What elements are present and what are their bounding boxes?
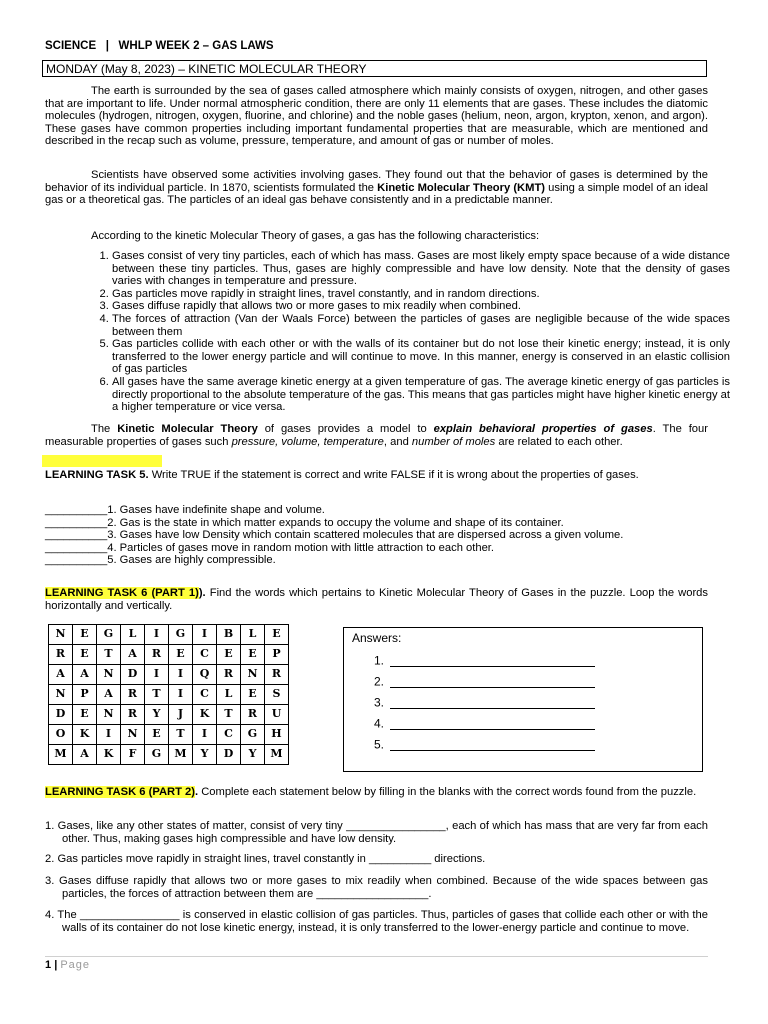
summary-text: of gases provides a model to xyxy=(257,423,434,435)
puzzle-cell[interactable]: E xyxy=(73,645,97,665)
task5-label: LEARNING TASK 5. xyxy=(45,469,149,481)
intro-paragraph-1: The earth is surrounded by the sea of gases called atmosphere which mainly consists of oxygen, nitrogen, and other gases that are important to life. Under normal atmospheric condition, there are only 11 elements that are gases. These includes the diatomic molecules (hydrogen, nitrogen, oxygen, fluorine, and chlorine) and the noble gases (helium, neon, argon, krypton, xenon, and argon). These gases have common properties including important fundamental properties that are measurable, which are mentioned and described in the recap such as volume, pressure, temperature, and amount of gas or number of moles. xyxy=(45,85,708,148)
fill-in-question[interactable]: 1. Gases, like any other states of matter, consist of very tiny ________________, each of which has mass that are very far from each other. Thus, making gases high compressible and have low density. xyxy=(45,820,708,845)
puzzle-cell[interactable]: E xyxy=(217,645,241,665)
task5-items xyxy=(45,504,708,567)
intro-paragraph-2 xyxy=(45,169,708,207)
summary-text: . The four measurable properties of gases such xyxy=(45,423,708,448)
page-label: Page xyxy=(60,959,91,971)
puzzle-cell[interactable]: J xyxy=(169,705,193,725)
subject-label: SCIENCE xyxy=(45,40,97,52)
puzzle-cell[interactable]: I xyxy=(169,665,193,685)
puzzle-cell[interactable]: C xyxy=(217,725,241,745)
puzzle-cell[interactable]: E xyxy=(241,685,265,705)
puzzle-cell[interactable]: E xyxy=(169,645,193,665)
puzzle-row xyxy=(49,645,289,665)
puzzle-cell[interactable]: E xyxy=(73,705,97,725)
puzzle-row xyxy=(49,725,289,745)
puzzle-cell[interactable]: E xyxy=(145,725,169,745)
puzzle-cell[interactable]: I xyxy=(193,625,217,645)
puzzle-cell[interactable]: R xyxy=(49,645,73,665)
puzzle-cell[interactable]: T xyxy=(145,685,169,705)
puzzle-cell[interactable]: U xyxy=(265,705,289,725)
page-number: 1 xyxy=(45,959,52,971)
puzzle-cell[interactable]: O xyxy=(49,725,73,745)
document-header xyxy=(45,40,274,53)
puzzle-cell[interactable]: T xyxy=(97,645,121,665)
characteristic-item: 6. All gases have the same average kinetic energy at a given temperature of gas. The average kinetic energy of gas particles is directly proportional to the absolute temperature of the gas. This means that gas particles might have higher kinetic energy at a higher temperature or vice versa. xyxy=(112,376,730,414)
highlight-mark xyxy=(42,455,162,467)
puzzle-cell[interactable]: D xyxy=(121,665,145,685)
answer-blank[interactable]: __________ xyxy=(45,541,108,554)
task6b-instruction: Complete each statement below by filling in the blanks with the correct words found from the puzzle. xyxy=(198,786,697,798)
answer-line[interactable]: 1. xyxy=(374,654,595,667)
task6a-label: LEARNING TASK 6 (PART 1) xyxy=(45,587,199,599)
characteristic-item: 4. The forces of attraction (Van der Waals Force) between the particles of gases are negligible because of the wide spaces between them xyxy=(112,313,730,338)
puzzle-cell[interactable]: D xyxy=(49,705,73,725)
puzzle-cell[interactable]: D xyxy=(217,745,241,765)
puzzle-cell[interactable]: N xyxy=(241,665,265,685)
puzzle-cell[interactable]: N xyxy=(97,705,121,725)
puzzle-cell[interactable]: I xyxy=(169,685,193,705)
answer-line[interactable]: 2. xyxy=(374,675,595,688)
answer-blank[interactable] xyxy=(390,717,595,730)
puzzle-cell[interactable]: R xyxy=(241,705,265,725)
week-label: WHLP WEEK 2 – GAS LAWS xyxy=(118,40,274,52)
puzzle-cell[interactable]: A xyxy=(97,685,121,705)
puzzle-cell[interactable]: A xyxy=(73,745,97,765)
summary-italic: pressure, volume, temperature xyxy=(231,435,384,448)
summary-text: The xyxy=(91,423,118,435)
puzzle-cell[interactable]: I xyxy=(97,725,121,745)
intro-p2-text-a: Scientists have observed some activities involving gases. They found out that the behavior of gases is determined by the behavior of its individual particle. In 1870, scientists formulated the xyxy=(45,169,708,194)
puzzle-row xyxy=(49,685,289,705)
characteristic-item: 1. Gases consist of very tiny particles, each of which has mass. Gases are most likely empty space because of a wide distance between these tiny particles. Thus, gases are highly compressible and have low density. Note that the density of gases varies with changes in temperature and pressure. xyxy=(112,250,730,288)
puzzle-row xyxy=(49,665,289,685)
characteristic-item: 2. Gas particles move rapidly in straight lines, travel constantly, and in random directions. xyxy=(112,288,730,301)
puzzle-cell[interactable]: I xyxy=(145,625,169,645)
puzzle-cell[interactable]: R xyxy=(265,665,289,685)
characteristic-item: 3. Gases diffuse rapidly that allows two or more gases to mix readily when combined. xyxy=(112,300,730,313)
task5-item[interactable]: __________5. Gases are highly compressible. xyxy=(45,554,276,567)
puzzle-cell[interactable]: G xyxy=(145,745,169,765)
puzzle-cell[interactable]: H xyxy=(265,725,289,745)
task5-item[interactable]: __________2. Gas is the state in which matter expands to occupy the volume and shape of its container. xyxy=(45,516,564,529)
puzzle-cell[interactable]: R xyxy=(121,705,145,725)
answer-line[interactable]: 5. xyxy=(374,738,595,751)
summary-text: , and xyxy=(383,435,412,448)
task6b-label: LEARNING TASK 6 (PART 2) xyxy=(45,786,195,798)
puzzle-cell[interactable]: Y xyxy=(241,745,265,765)
kmt-characteristics-list xyxy=(90,250,730,414)
puzzle-cell[interactable]: I xyxy=(145,665,169,685)
answer-blank[interactable] xyxy=(390,696,595,709)
puzzle-cell[interactable]: E xyxy=(265,625,289,645)
puzzle-cell[interactable]: Y xyxy=(145,705,169,725)
summary-paragraph xyxy=(45,423,708,448)
puzzle-cell[interactable]: M xyxy=(169,745,193,765)
task6a-instruction: Find the words which pertains to Kinetic Molecular Theory of Gases in the puzzle. Loop the words horizontally and vertically. xyxy=(45,587,709,612)
puzzle-cell[interactable]: C xyxy=(193,645,217,665)
puzzle-cell[interactable]: T xyxy=(169,725,193,745)
puzzle-cell[interactable]: R xyxy=(217,665,241,685)
task5-instruction: Write TRUE if the statement is correct and write FALSE if it is wrong about the properties of gases. xyxy=(148,469,639,481)
answers-box xyxy=(343,627,703,772)
puzzle-cell[interactable]: A xyxy=(73,665,97,685)
learning-task-5 xyxy=(45,469,708,482)
answer-blank[interactable]: __________ xyxy=(45,504,108,516)
page-footer: 1 | Page xyxy=(45,956,708,972)
answer-blank[interactable] xyxy=(390,675,595,688)
puzzle-cell[interactable]: M xyxy=(265,745,289,765)
learning-task-6-part-2: LEARNING TASK 6 (PART 2). Complete each statement below by filling in the blanks with the correct words found from the puzzle. xyxy=(45,786,697,798)
word-puzzle-grid xyxy=(48,624,289,765)
puzzle-cell[interactable]: L xyxy=(241,625,265,645)
puzzle-row xyxy=(49,705,289,725)
fill-in-question[interactable]: 2. Gas particles move rapidly in straight lines, travel constantly in __________ directions. xyxy=(45,853,486,865)
puzzle-cell[interactable]: M xyxy=(49,745,73,765)
puzzle-cell[interactable]: G xyxy=(97,625,121,645)
task5-item[interactable]: __________4. Particles of gases move in random motion with little attraction to each other. xyxy=(45,541,495,554)
fill-in-question[interactable]: 4. The ________________ is conserved in elastic collision of gas particles. Thus, particles of gases that collide each other or with the walls of its container do not lose kinetic energy, instead, it is only transferred to the lower-energy particle and continue to move. xyxy=(45,909,708,934)
puzzle-cell[interactable]: S xyxy=(265,685,289,705)
puzzle-cell[interactable]: I xyxy=(193,725,217,745)
summary-text: are related to each other. xyxy=(495,435,623,448)
puzzle-cell[interactable]: R xyxy=(121,685,145,705)
puzzle-cell[interactable]: E xyxy=(73,625,97,645)
puzzle-cell[interactable]: N xyxy=(97,665,121,685)
puzzle-cell[interactable]: L xyxy=(121,625,145,645)
puzzle-cell[interactable]: P xyxy=(73,685,97,705)
puzzle-cell[interactable]: T xyxy=(217,705,241,725)
summary-bold: Kinetic Molecular Theory xyxy=(117,423,258,435)
summary-italic: number of moles xyxy=(411,435,496,448)
puzzle-row xyxy=(49,745,289,765)
puzzle-cell[interactable]: G xyxy=(241,725,265,745)
answer-blank[interactable]: __________ xyxy=(45,516,108,529)
answer-blank[interactable] xyxy=(390,738,595,751)
task5-item[interactable]: __________3. Gases have low Density which contain scattered molecules that are dispersed across a given volume. xyxy=(45,529,624,542)
puzzle-cell[interactable]: N xyxy=(49,685,73,705)
puzzle-cell[interactable]: K xyxy=(193,705,217,725)
puzzle-cell[interactable]: G xyxy=(169,625,193,645)
puzzle-cell[interactable]: C xyxy=(193,685,217,705)
answer-blank[interactable]: __________ xyxy=(45,554,108,567)
puzzle-cell[interactable]: L xyxy=(217,685,241,705)
answer-blank[interactable]: __________ xyxy=(45,529,108,542)
learning-task-6-part-1: LEARNING TASK 6 (PART 1)). Find the words which pertains to Kinetic Molecular Theory of Gases in the puzzle. Loop the words horizontally and vertically. xyxy=(45,587,709,612)
lesson-title-box xyxy=(42,60,707,77)
intro-paragraph-3: According to the kinetic Molecular Theory of gases, a gas has the following characteristics: xyxy=(91,230,540,242)
puzzle-cell[interactable]: Q xyxy=(193,665,217,685)
puzzle-cell[interactable]: K xyxy=(73,725,97,745)
puzzle-cell[interactable]: A xyxy=(121,645,145,665)
puzzle-cell[interactable]: R xyxy=(145,645,169,665)
kmt-term: Kinetic Molecular Theory (KMT) xyxy=(377,181,546,194)
characteristic-item: 5. Gas particles collide with each other or with the walls of its container but do not lose their kinetic energy; instead, it is only transferred to the lower energy particle and will continue to move. In this manner, energy is conserved in an elastic collision of gas particles xyxy=(112,338,730,376)
puzzle-cell[interactable]: N xyxy=(49,625,73,645)
answer-line[interactable]: 4. xyxy=(374,717,595,730)
answer-line[interactable]: 3. xyxy=(374,696,595,709)
puzzle-cell[interactable]: B xyxy=(217,625,241,645)
puzzle-cell[interactable]: P xyxy=(265,645,289,665)
header-separator: | xyxy=(105,40,109,52)
puzzle-cell[interactable]: N xyxy=(121,725,145,745)
summary-bold-italic: explain behavioral properties of gases xyxy=(433,423,653,435)
fill-in-question[interactable]: 3. Gases diffuse rapidly that allows two or more gases to mix readily when combined. Because of the wide spaces between gas particles, the forces of attraction between them are __________________. xyxy=(45,875,708,900)
answers-title: Answers: xyxy=(352,631,402,645)
puzzle-cell[interactable]: A xyxy=(49,665,73,685)
answer-blank[interactable] xyxy=(390,654,595,667)
puzzle-cell[interactable]: F xyxy=(121,745,145,765)
puzzle-cell[interactable]: Y xyxy=(193,745,217,765)
task5-item[interactable]: __________1. Gases have indefinite shape and volume. xyxy=(45,504,325,516)
intro-p2-text-b: using a simple model of an ideal gas or a theoretical gas. The particles of an ideal gas behave consistently and in a predictable manner. xyxy=(45,181,708,207)
lesson-title: MONDAY (May 8, 2023) – KINETIC MOLECULAR THEORY xyxy=(46,62,367,76)
puzzle-cell[interactable]: E xyxy=(241,645,265,665)
puzzle-cell[interactable]: K xyxy=(97,745,121,765)
puzzle-row xyxy=(49,625,289,645)
